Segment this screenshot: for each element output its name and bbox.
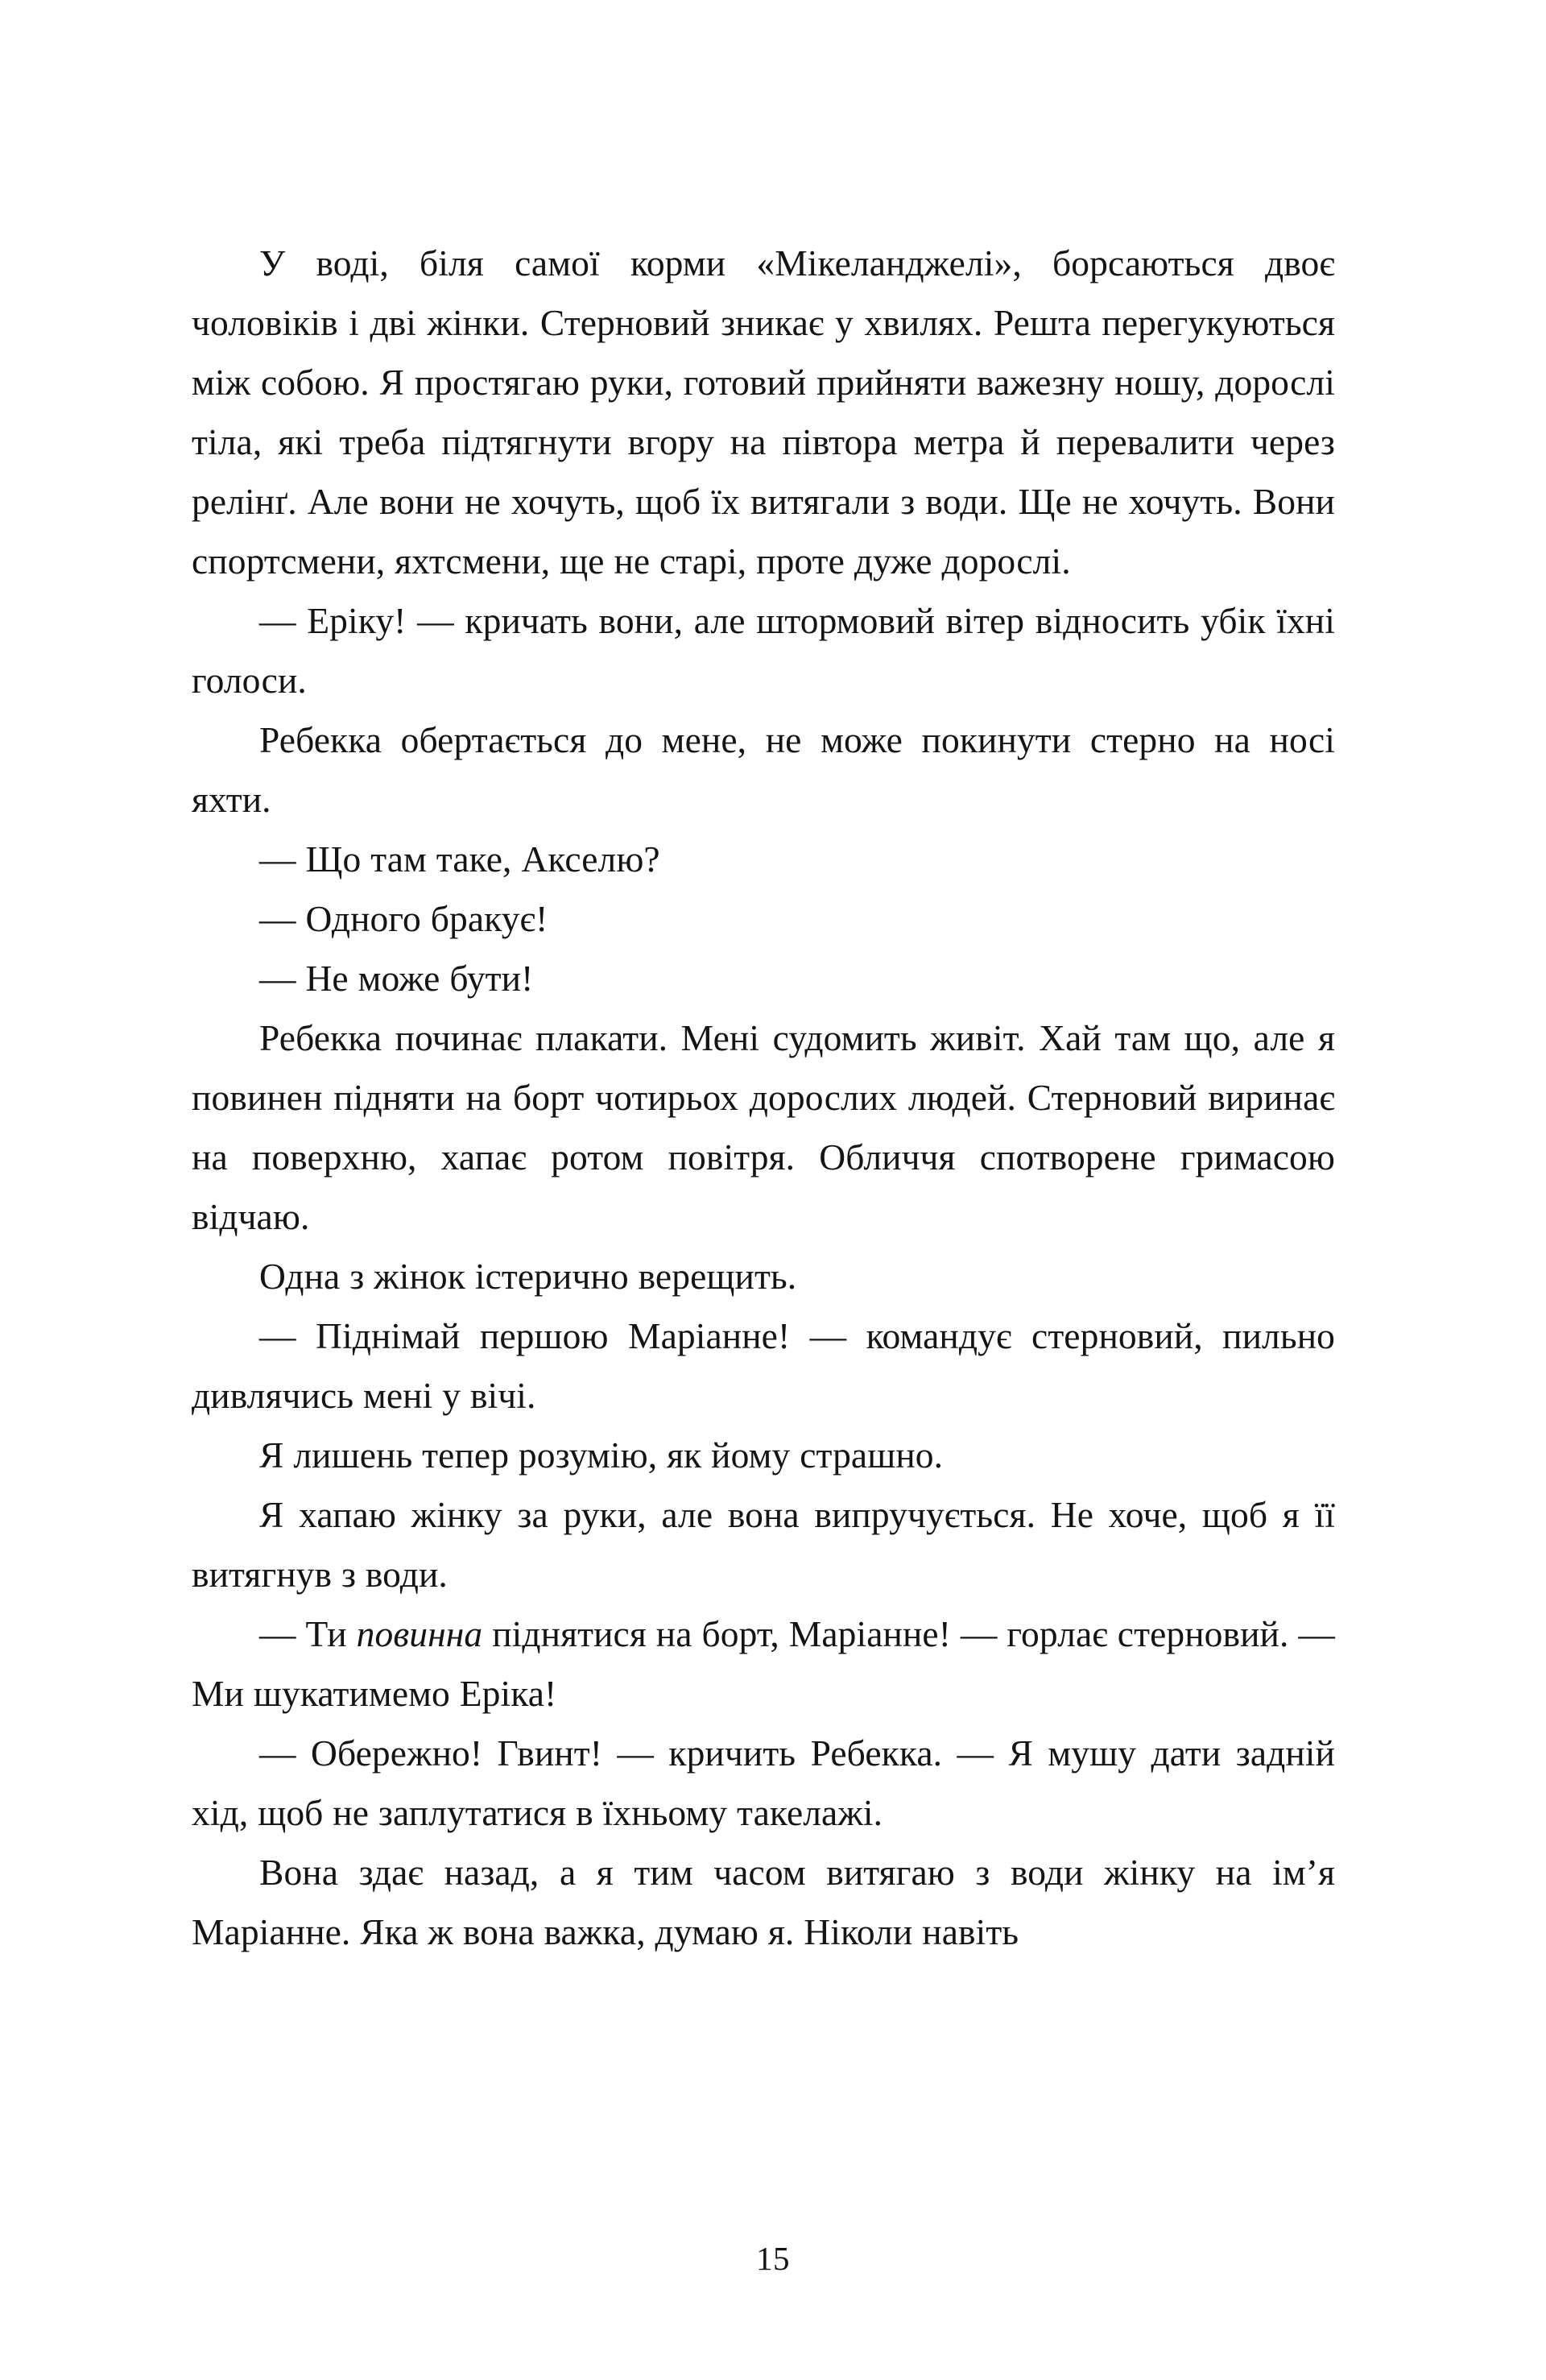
paragraph-narrative: Я лишень тепер розумію, як йому страшно. bbox=[259, 1434, 944, 1476]
paragraph-dialogue: — Одного бракує! bbox=[259, 898, 548, 939]
paragraph-narrative: Одна з жінок істерично верещить. bbox=[259, 1256, 797, 1297]
paragraph-narrative: Я хапаю жінку за руки, але вона випручується. Не хоче, щоб я її витягнув з води. bbox=[192, 1494, 1335, 1595]
paragraph-narrative: Ребекка обертається до мене, не може покинути стерно на носі яхти. bbox=[192, 719, 1335, 820]
paragraph-narrative: У воді, біля самої корми «Мікеланджелі», борсаються двоє чоловіків і дві жінки. Стерновий зникає у хвилях. Решта перегукуються між собою. Я простягаю руки, готовий прийняти важезну ношу, дорослі тіла, які треба підтягнути вгору на півтора метра й перевалити через релінґ. Але вони не хочуть, щоб їх витягали з води. Ще не хочуть. Вони спортсмени, яхтсмени, ще не старі, проте дуже дорослі. bbox=[192, 242, 1335, 582]
page-number: 15 bbox=[756, 2240, 790, 2277]
paragraph-dialogue: — Еріку! — кричать вони, але штормовий вітер відносить убік їхні голоси. bbox=[192, 600, 1335, 701]
paragraph-narrative: Вона здає назад, а я тим часом витягаю з води жінку на ім’я Маріанне. Яка ж вона важка, думаю я. Ніколи навіть bbox=[192, 1852, 1335, 1952]
paragraph-dialogue: — Обережно! Гвинт! — кричить Ребекка. — Я мушу дати задній хід, щоб не заплутатися в їхньому такелажі. bbox=[192, 1732, 1335, 1833]
paragraph-dialogue: — Не може бути! bbox=[259, 958, 534, 999]
paragraph-dialogue: — Піднімай першою Маріанне! — командує стерновий, пильно дивлячись мені у вічі. bbox=[192, 1315, 1335, 1416]
paragraph-dialogue-emphasis: — Ти повинна піднятися на борт, Маріанне! — горлає стерновий. — Ми шукатимемо Еріка! bbox=[192, 1613, 1336, 1714]
paragraph-dialogue: — Що там таке, Акселю? bbox=[259, 838, 660, 880]
paragraph-narrative: Ребекка починає плакати. Мені судомить живіт. Хай там що, але я повинен підняти на борт чотирьох дорослих людей. Стерновий виринає на поверхню, хапає ротом повітря. Обличчя спотворене гримасою відчаю. bbox=[192, 1017, 1335, 1237]
page-text-column bbox=[192, 234, 1335, 1962]
